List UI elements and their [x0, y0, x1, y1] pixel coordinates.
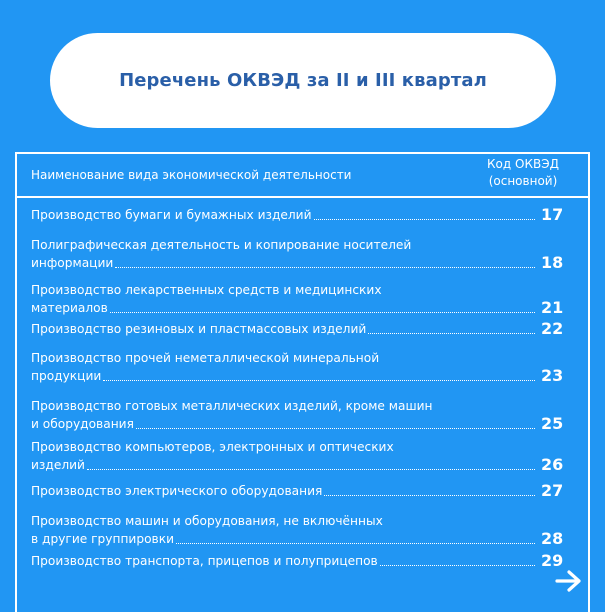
row-last-line [31, 530, 571, 548]
table-row [31, 320, 571, 338]
okved-code: 23 [541, 366, 564, 385]
dot-leader [176, 543, 535, 544]
arrow-right-icon[interactable] [554, 568, 584, 594]
activity-name-line: и оборудования [31, 417, 134, 431]
row-last-line [31, 299, 571, 317]
row-last-line [31, 482, 571, 500]
activity-name-line: Производство электрического оборудования [31, 484, 323, 498]
table-row [31, 236, 571, 272]
activity-name-line: Производство резиновых и пластмассовых изделий [31, 322, 367, 336]
okved-code: 17 [541, 205, 564, 224]
okved-table [15, 152, 590, 612]
row-last-line [31, 456, 571, 474]
okved-code: 21 [541, 298, 564, 317]
dot-leader [110, 312, 535, 313]
table-row [31, 438, 571, 474]
table-row [31, 482, 571, 500]
activity-name-line: Производство машин и оборудования, не включённых [31, 514, 383, 528]
dot-leader [324, 495, 535, 496]
dot-leader [115, 267, 535, 268]
dot-leader [103, 380, 535, 381]
table-row [31, 512, 571, 548]
title-banner [50, 33, 556, 128]
table-row [31, 552, 571, 570]
dot-leader [136, 428, 535, 429]
table-row [31, 397, 571, 433]
activity-name-line: материалов [31, 301, 108, 315]
activity-name-line: Производство транспорта, прицепов и полуприцепов [31, 554, 378, 568]
page-title: Перечень ОКВЭД за II и III квартал [119, 70, 487, 91]
activity-name-line: продукции [31, 369, 102, 383]
activity-name-line: изделий [31, 458, 85, 472]
row-last-line [31, 206, 571, 224]
activity-name-line: в другие группировки [31, 532, 174, 546]
dot-leader [87, 469, 535, 470]
table-row [31, 206, 571, 224]
row-last-line [31, 320, 571, 338]
activity-name-line: Производство лекарственных средств и медицинских [31, 283, 382, 297]
activity-name-line: Производство прочей неметаллической минеральной [31, 351, 380, 365]
okved-code: 28 [541, 529, 564, 548]
okved-code: 18 [541, 253, 564, 272]
table-row [31, 349, 571, 385]
activity-name-line: Производство бумаги и бумажных изделий [31, 208, 312, 222]
row-last-line [31, 367, 571, 385]
dot-leader [368, 333, 535, 334]
activity-name-line: информации [31, 256, 114, 270]
okved-code: 22 [541, 319, 564, 338]
okved-code: 29 [541, 551, 564, 570]
table-row [31, 281, 571, 317]
activity-name-line: Производство компьютеров, электронных и оптических [31, 440, 394, 454]
okved-code: 26 [541, 455, 564, 474]
dot-leader [380, 565, 535, 566]
table-header [17, 154, 588, 198]
header-okved-code: Код ОКВЭД (основной) [487, 157, 559, 188]
okved-code: 27 [541, 481, 564, 500]
dot-leader [314, 219, 535, 220]
okved-code: 25 [541, 414, 564, 433]
row-last-line [31, 552, 571, 570]
row-last-line [31, 415, 571, 433]
row-last-line [31, 254, 571, 272]
activity-name-line: Производство готовых металлических изделий, кроме машин [31, 399, 433, 413]
activity-name-line: Полиграфическая деятельность и копирование носителей [31, 238, 412, 252]
header-activity-name: Наименование вида экономической деятельности [31, 168, 352, 182]
